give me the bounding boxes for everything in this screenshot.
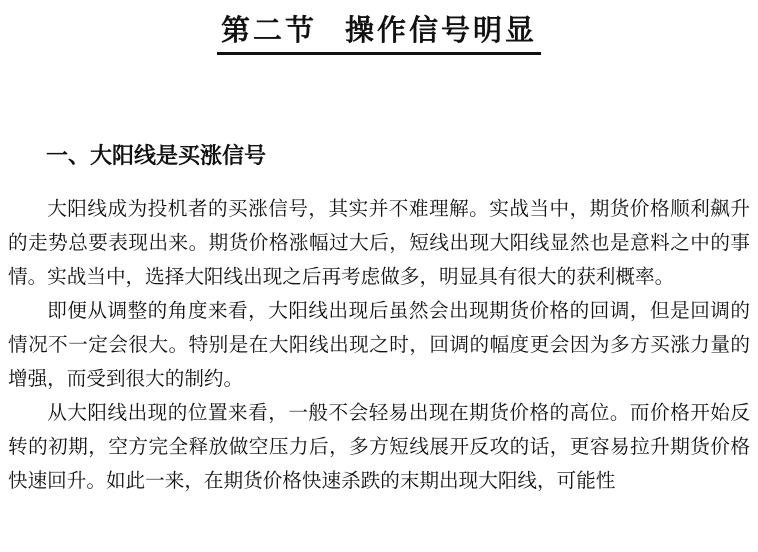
section-title-underlined <box>217 10 541 55</box>
paragraph: 从大阳线出现的位置来看，一般不会轻易出现在期货价格的高位。而价格开始反转的初期，空方完全释放做空压力后，多方短线展开反攻的话，更容易拉升期货价格快速回升。如此一来，在期货价格快速杀跌的末期出现大阳线，可能性 <box>8 401 750 492</box>
subsection-heading: 一、大阳线是买涨信号 <box>46 144 267 169</box>
paragraph: 即便从调整的角度来看，大阳线出现后虽然会出现期货价格的回调，但是回调的情况不一定会很大。特别是在大阳线出现之时，回调的幅度更会因为多方买涨力量的增强，而受到很大的制约。 <box>8 299 750 390</box>
section-name: 操作信号明显 <box>345 13 538 47</box>
paragraph: 大阳线成为投机者的买涨信号，其实并不难理解。实战当中，期货价格顺利飙升的走势总要表现出来。期货价格涨幅过大后，短线出现大阳线显然也是意料之中的事情。实战当中，选择大阳线出现之后再考虑做多，明显具有很大的获利概率。 <box>8 197 750 288</box>
body-text <box>8 192 750 498</box>
section-number: 第二节 <box>220 13 317 47</box>
section-title <box>0 10 758 55</box>
